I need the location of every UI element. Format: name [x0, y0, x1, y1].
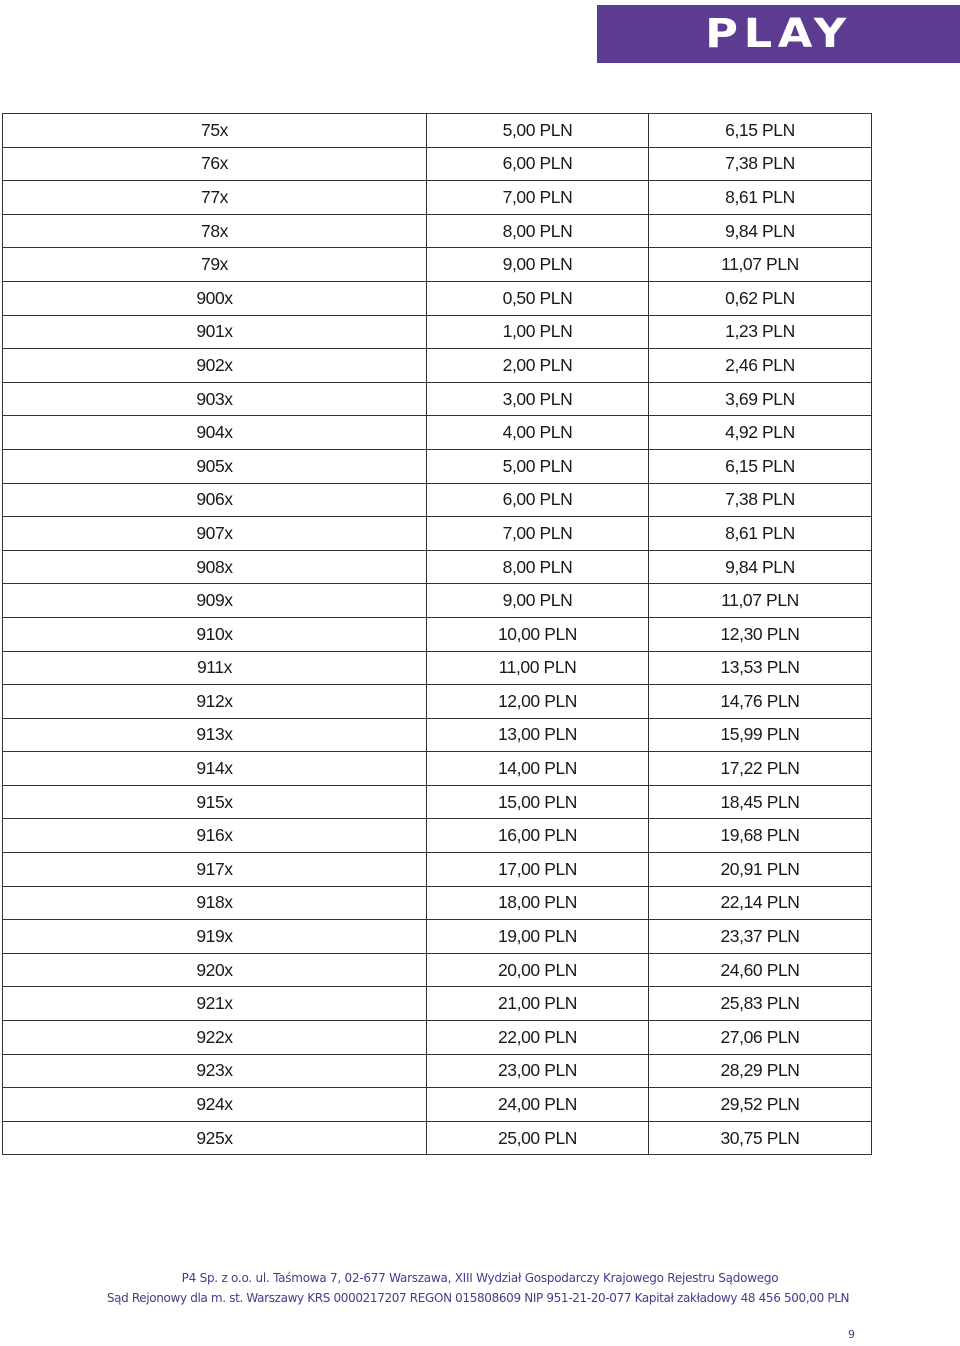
- net-price-cell: 2,00 PLN: [427, 349, 649, 383]
- gross-price-cell: 9,84 PLN: [649, 214, 872, 248]
- gross-price-cell: 4,92 PLN: [649, 416, 872, 450]
- gross-price-cell: 27,06 PLN: [649, 1021, 872, 1055]
- gross-price-cell: 7,38 PLN: [649, 483, 872, 517]
- gross-price-cell: 29,52 PLN: [649, 1088, 872, 1122]
- net-price-cell: 1,00 PLN: [427, 315, 649, 349]
- table-row: [3, 752, 872, 786]
- table-row: [3, 315, 872, 349]
- table-row: [3, 920, 872, 954]
- net-price-cell: 11,00 PLN: [427, 651, 649, 685]
- net-price-cell: 7,00 PLN: [427, 181, 649, 215]
- prefix-cell: 909x: [3, 584, 427, 618]
- table-row: [3, 651, 872, 685]
- gross-price-cell: 18,45 PLN: [649, 785, 872, 819]
- net-price-cell: 9,00 PLN: [427, 248, 649, 282]
- table-row: [3, 1088, 872, 1122]
- gross-price-cell: 14,76 PLN: [649, 685, 872, 719]
- prefix-cell: 915x: [3, 785, 427, 819]
- prefix-cell: 923x: [3, 1054, 427, 1088]
- prefix-cell: 916x: [3, 819, 427, 853]
- prefix-cell: 925x: [3, 1121, 427, 1155]
- gross-price-cell: 19,68 PLN: [649, 819, 872, 853]
- gross-price-cell: 3,69 PLN: [649, 382, 872, 416]
- net-price-cell: 8,00 PLN: [427, 550, 649, 584]
- prefix-cell: 922x: [3, 1021, 427, 1055]
- table-row: [3, 550, 872, 584]
- prefix-cell: 924x: [3, 1088, 427, 1122]
- net-price-cell: 22,00 PLN: [427, 1021, 649, 1055]
- prefix-cell: 921x: [3, 987, 427, 1021]
- price-table-body: [3, 114, 872, 1155]
- prefix-cell: 920x: [3, 953, 427, 987]
- net-price-cell: 14,00 PLN: [427, 752, 649, 786]
- net-price-cell: 13,00 PLN: [427, 718, 649, 752]
- net-price-cell: 7,00 PLN: [427, 517, 649, 551]
- table-row: [3, 114, 872, 148]
- gross-price-cell: 17,22 PLN: [649, 752, 872, 786]
- gross-price-cell: 7,38 PLN: [649, 147, 872, 181]
- table-row: [3, 685, 872, 719]
- net-price-cell: 10,00 PLN: [427, 617, 649, 651]
- prefix-cell: 911x: [3, 651, 427, 685]
- net-price-cell: 15,00 PLN: [427, 785, 649, 819]
- gross-price-cell: 24,60 PLN: [649, 953, 872, 987]
- gross-price-cell: 12,30 PLN: [649, 617, 872, 651]
- gross-price-cell: 13,53 PLN: [649, 651, 872, 685]
- table-row: [3, 281, 872, 315]
- page-number: 9: [848, 1328, 855, 1341]
- table-row: [3, 987, 872, 1021]
- prefix-cell: 919x: [3, 920, 427, 954]
- table-row: [3, 584, 872, 618]
- gross-price-cell: 28,29 PLN: [649, 1054, 872, 1088]
- prefix-cell: 907x: [3, 517, 427, 551]
- table-row: [3, 886, 872, 920]
- table-row: [3, 449, 872, 483]
- gross-price-cell: 11,07 PLN: [649, 248, 872, 282]
- gross-price-cell: 22,14 PLN: [649, 886, 872, 920]
- prefix-cell: 913x: [3, 718, 427, 752]
- table-row: [3, 382, 872, 416]
- prefix-cell: 908x: [3, 550, 427, 584]
- net-price-cell: 5,00 PLN: [427, 114, 649, 148]
- net-price-cell: 16,00 PLN: [427, 819, 649, 853]
- play-logo: [597, 5, 960, 63]
- gross-price-cell: 25,83 PLN: [649, 987, 872, 1021]
- table-row: [3, 819, 872, 853]
- net-price-cell: 3,00 PLN: [427, 382, 649, 416]
- table-row: [3, 1054, 872, 1088]
- prefix-cell: 905x: [3, 449, 427, 483]
- table-row: [3, 617, 872, 651]
- prefix-cell: 901x: [3, 315, 427, 349]
- gross-price-cell: 8,61 PLN: [649, 181, 872, 215]
- table-row: [3, 214, 872, 248]
- prefix-cell: 79x: [3, 248, 427, 282]
- table-row: [3, 181, 872, 215]
- net-price-cell: 0,50 PLN: [427, 281, 649, 315]
- prefix-cell: 914x: [3, 752, 427, 786]
- table-row: [3, 349, 872, 383]
- net-price-cell: 18,00 PLN: [427, 886, 649, 920]
- prefix-cell: 917x: [3, 853, 427, 887]
- footer-registration-info: Sąd Rejonowy dla m. st. Warszawy KRS 0000217207 REGON 015808609 NIP 951-21-20-077 Kapitał zakładowy 48 456 500,00 PLN: [106, 1291, 850, 1305]
- gross-price-cell: 15,99 PLN: [649, 718, 872, 752]
- table-row: [3, 853, 872, 887]
- gross-price-cell: 8,61 PLN: [649, 517, 872, 551]
- gross-price-cell: 6,15 PLN: [649, 114, 872, 148]
- table-row: [3, 1121, 872, 1155]
- net-price-cell: 9,00 PLN: [427, 584, 649, 618]
- gross-price-cell: 20,91 PLN: [649, 853, 872, 887]
- net-price-cell: 19,00 PLN: [427, 920, 649, 954]
- footer-company-address: P4 Sp. z o.o. ul. Taśmowa 7, 02-677 Warszawa, XIII Wydział Gospodarczy Krajowego Rejestru Sądowego: [181, 1271, 779, 1285]
- table-row: [3, 483, 872, 517]
- gross-price-cell: 23,37 PLN: [649, 920, 872, 954]
- net-price-cell: 20,00 PLN: [427, 953, 649, 987]
- net-price-cell: 24,00 PLN: [427, 1088, 649, 1122]
- gross-price-cell: 0,62 PLN: [649, 281, 872, 315]
- gross-price-cell: 1,23 PLN: [649, 315, 872, 349]
- prefix-cell: 902x: [3, 349, 427, 383]
- prefix-cell: 903x: [3, 382, 427, 416]
- gross-price-cell: 9,84 PLN: [649, 550, 872, 584]
- gross-price-cell: 2,46 PLN: [649, 349, 872, 383]
- prefix-cell: 900x: [3, 281, 427, 315]
- table-row: [3, 953, 872, 987]
- net-price-cell: 23,00 PLN: [427, 1054, 649, 1088]
- table-row: [3, 147, 872, 181]
- price-table: [2, 113, 872, 1155]
- net-price-cell: 25,00 PLN: [427, 1121, 649, 1155]
- table-row: [3, 248, 872, 282]
- prefix-cell: 910x: [3, 617, 427, 651]
- net-price-cell: 12,00 PLN: [427, 685, 649, 719]
- net-price-cell: 5,00 PLN: [427, 449, 649, 483]
- prefix-cell: 78x: [3, 214, 427, 248]
- prefix-cell: 76x: [3, 147, 427, 181]
- net-price-cell: 6,00 PLN: [427, 483, 649, 517]
- net-price-cell: 21,00 PLN: [427, 987, 649, 1021]
- table-row: [3, 517, 872, 551]
- gross-price-cell: 30,75 PLN: [649, 1121, 872, 1155]
- prefix-cell: 904x: [3, 416, 427, 450]
- table-row: [3, 1021, 872, 1055]
- prefix-cell: 75x: [3, 114, 427, 148]
- net-price-cell: 4,00 PLN: [427, 416, 649, 450]
- prefix-cell: 918x: [3, 886, 427, 920]
- gross-price-cell: 11,07 PLN: [649, 584, 872, 618]
- table-row: [3, 785, 872, 819]
- net-price-cell: 17,00 PLN: [427, 853, 649, 887]
- logo-text: PLAY: [705, 11, 852, 57]
- net-price-cell: 6,00 PLN: [427, 147, 649, 181]
- prefix-cell: 912x: [3, 685, 427, 719]
- net-price-cell: 8,00 PLN: [427, 214, 649, 248]
- gross-price-cell: 6,15 PLN: [649, 449, 872, 483]
- table-row: [3, 718, 872, 752]
- prefix-cell: 906x: [3, 483, 427, 517]
- prefix-cell: 77x: [3, 181, 427, 215]
- table-row: [3, 416, 872, 450]
